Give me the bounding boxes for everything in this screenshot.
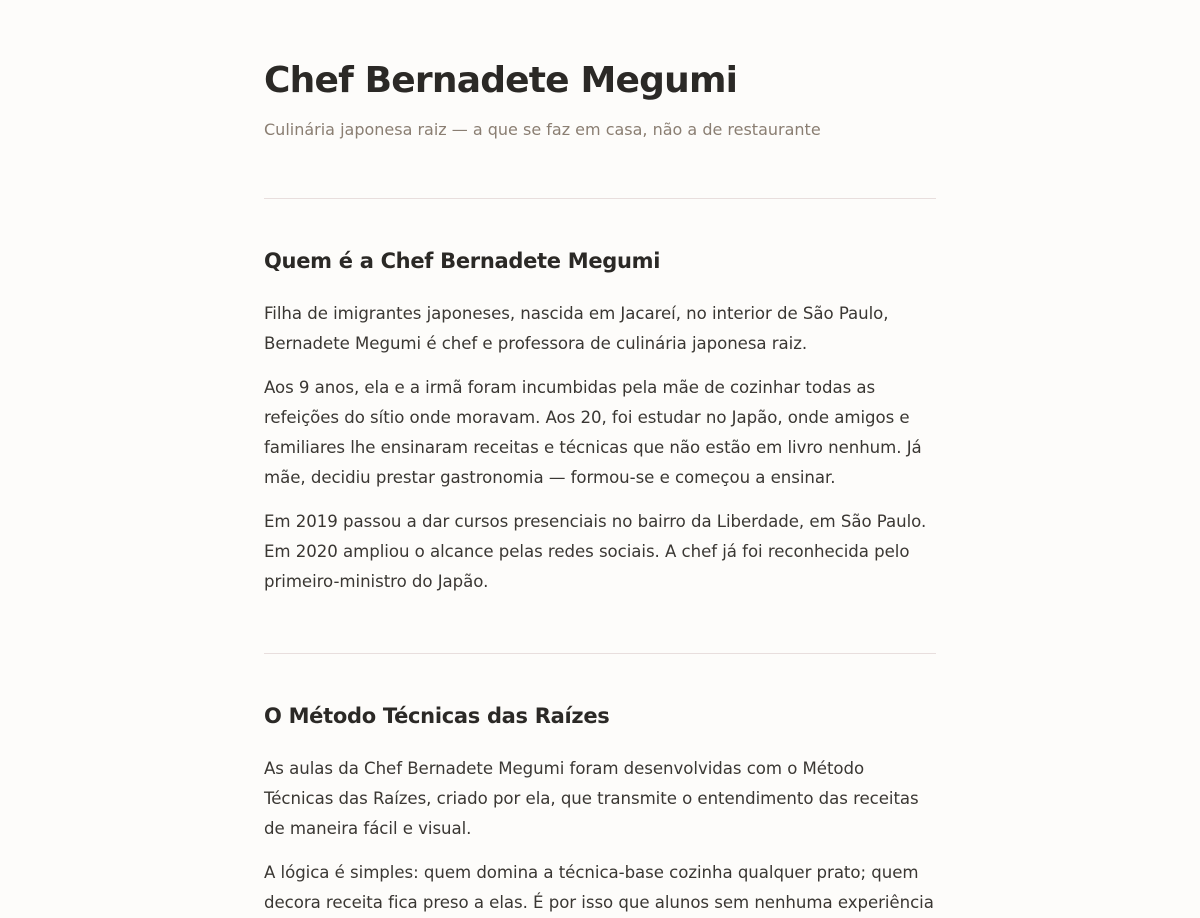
about-paragraph-1: Filha de imigrantes japoneses, nascida em Jacareí, no interior de São Paulo, Bernadete Megumi é chef e professora de culinária japonesa raiz. (264, 304, 889, 353)
site-header (264, 58, 936, 142)
section-divider (264, 198, 936, 199)
page (264, 0, 936, 918)
method-paragraph-1: As aulas da Chef Bernadete Megumi foram desenvolvidas com o Método Técnicas das Raízes, criado por ela, que transmite o entendimento das receitas de maneira fácil e visual. (264, 759, 919, 838)
about-section (264, 246, 936, 597)
about-paragraph-3: Em 2019 passou a dar cursos presenciais no bairro da Liberdade, em São Paulo. Em 2020 ampliou o alcance pelas redes sociais. A chef já foi reconhecida pelo primeiro-ministro do Japão. (264, 512, 927, 591)
about-paragraph-2: Aos 9 anos, ela e a irmã foram incumbidas pela mãe de cozinhar todas as refeições do sítio onde moravam. Aos 20, foi estudar no Japão, onde amigos e familiares lhe ensinaram receitas e técnicas que não estão em livro nenhum. Já mãe, decidiu prestar gastronomia — formou-se e começou a ensinar. (264, 378, 922, 487)
method-paragraph-2: A lógica é simples: quem domina a técnica-base cozinha qualquer prato; quem decora receita fica preso a elas. É por isso que alunos sem nenhuma experiência (264, 863, 934, 912)
site-subtitle: Culinária japonesa raiz — a que se faz em casa, não a de restaurante (264, 120, 821, 139)
about-heading: Quem é a Chef Bernadete Megumi (264, 249, 661, 273)
section-divider (264, 653, 936, 654)
method-section (264, 701, 936, 918)
site-title: Chef Bernadete Megumi (264, 60, 738, 101)
method-heading: O Método Técnicas das Raízes (264, 704, 610, 728)
